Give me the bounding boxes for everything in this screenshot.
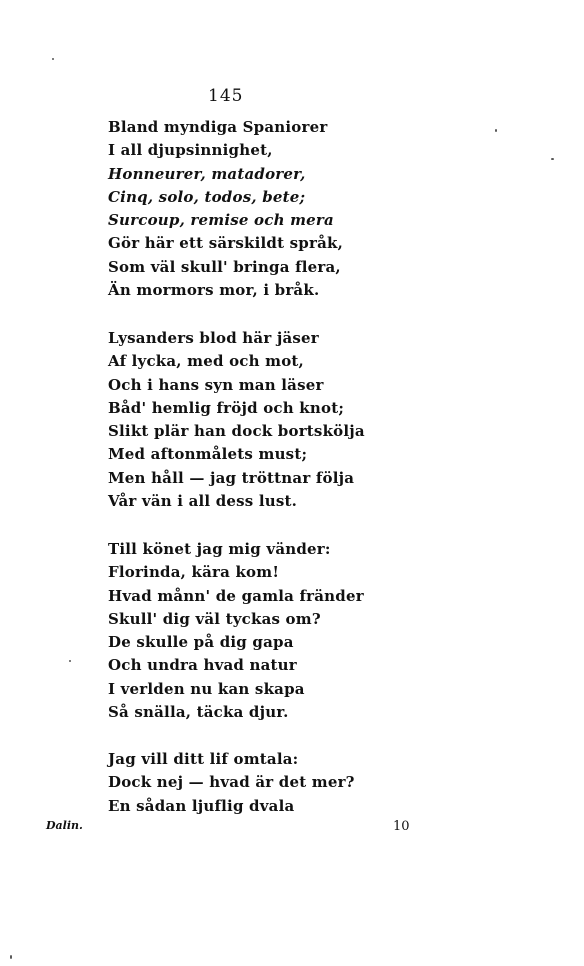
verse-line: Så snälla, täcka djur. [108, 703, 289, 722]
ink-speck [52, 58, 54, 60]
verse-line: Och undra hvad natur [108, 656, 297, 675]
verse-line: I verlden nu kan skapa [108, 679, 305, 698]
verse-line: Dock nej — hvad är det mer? [108, 773, 355, 792]
verse-line: Och i hans syn man läser [108, 375, 324, 394]
verse-line: Men håll — jag tröttnar följa [108, 468, 355, 487]
verse-line: Vår vän i all dess lust. [108, 492, 298, 511]
verse-line: Bland myndiga Spaniorer [108, 118, 328, 136]
verse-line: Slikt plär han dock bortskölja [108, 422, 365, 441]
verse-line: Gör här ett särskildt språk, [108, 234, 344, 253]
ink-speck [495, 129, 497, 132]
stanza-1 [108, 116, 343, 302]
verse-line: Jag vill ditt lif omtala: [108, 750, 299, 768]
verse-line: Hvad månn' de gamla fränder [108, 586, 364, 605]
stanza-3 [108, 538, 364, 724]
stanza-2 [108, 327, 365, 513]
verse-line: Florinda, kära kom! [108, 563, 280, 582]
verse-line: I all djupsinnighet, [108, 141, 273, 160]
verse-line: Med aftonmålets must; [108, 445, 308, 464]
verse-line: Surcoup, remise och mera [108, 211, 334, 230]
printer-signature: Dalin. [46, 819, 83, 832]
verse-line: Båd' hemlig fröjd och knot; [108, 398, 345, 417]
ink-speck [551, 158, 554, 160]
verse-line: Skull' dig väl tyckas om? [108, 609, 321, 628]
page-number: 145 [208, 86, 244, 106]
stanza-4 [108, 748, 355, 818]
verse-line: Honneurer, matadorer, [108, 164, 306, 183]
verse-line: En sådan ljuflig dvala [108, 796, 295, 815]
verse-line: Lysanders blod här jäser [108, 329, 319, 347]
verse-line: Som väl skull' bringa flera, [108, 257, 341, 276]
sheet-number: 10 [393, 819, 410, 834]
ink-speck [69, 660, 71, 662]
verse-line: Till könet jag mig vänder: [108, 540, 331, 558]
ink-speck [10, 955, 12, 959]
verse-line: Cinq, solo, todos, bete; [108, 187, 306, 206]
verse-line: De skulle på dig gapa [108, 633, 294, 652]
verse-line: Än mormors mor, i bråk. [108, 281, 320, 300]
verse-line: Af lycka, med och mot, [108, 352, 304, 371]
